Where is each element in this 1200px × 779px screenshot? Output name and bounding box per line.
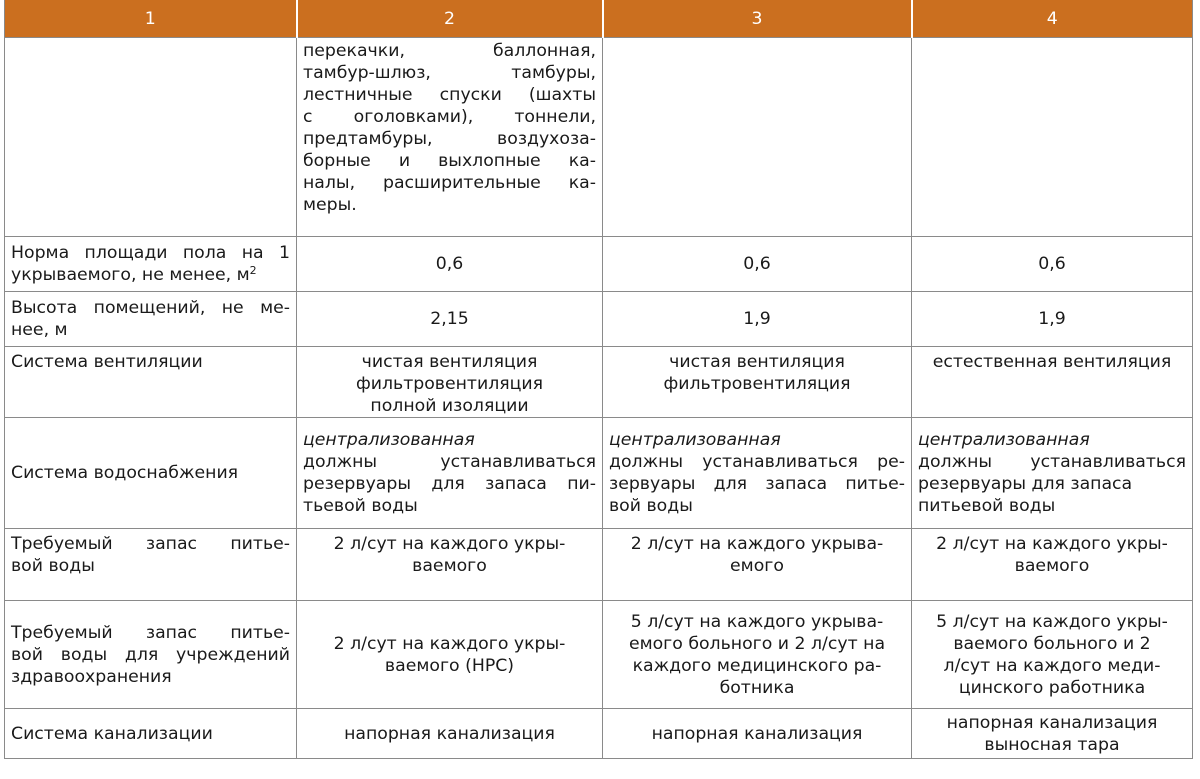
table-cell: 0,6 — [603, 237, 912, 292]
text-line: Норма площади пола на 1 — [11, 243, 290, 263]
superscript: 2 — [249, 264, 257, 277]
text-line: предтамбуры, воздухоза- — [303, 129, 596, 149]
text-line: должны устанавливаться — [303, 452, 596, 472]
table-cell — [912, 601, 1193, 709]
text-line: Требуемый запас питье- — [11, 534, 290, 554]
text-line: борные и выхлопные ка- — [303, 151, 596, 171]
table-row — [5, 237, 1193, 292]
column-header-3: 3 — [603, 0, 912, 38]
text-line: 2 л/сут на каждого укрыва- — [630, 534, 884, 554]
table-row — [5, 292, 1193, 347]
table-cell — [603, 601, 912, 709]
text-line: ваемого — [1014, 556, 1090, 576]
table-cell — [297, 418, 603, 529]
text-line: 2 л/сут на каждого укры- — [333, 534, 566, 554]
text-line: ваемого больного и 2 — [953, 633, 1151, 654]
table-cell — [603, 529, 912, 601]
table-cell — [297, 347, 603, 418]
row-label — [5, 529, 297, 601]
text-line: зервуары для запаса питье- — [609, 474, 905, 494]
table-row — [5, 418, 1193, 529]
table-cell — [297, 601, 603, 709]
header-row — [5, 0, 1193, 38]
text-line: цинского работника — [958, 677, 1146, 698]
table-row — [5, 347, 1193, 418]
text-line-italic: централизованная — [303, 430, 475, 450]
table-cell — [297, 529, 603, 601]
text-line: 2 л/сут на каждого укры- — [333, 633, 566, 654]
text-line: полной изоляции — [370, 396, 529, 416]
text-line: тамбур-шлюз, тамбуры, — [303, 63, 596, 83]
text-line: фильтровентиляция — [663, 374, 851, 394]
text-line: лестничные спуски (шахты — [303, 85, 596, 105]
text-line: здравоохранения — [11, 666, 172, 687]
text-line: тьевой воды — [303, 496, 418, 516]
table-cell: 0,6 — [297, 237, 603, 292]
row-label — [5, 292, 297, 347]
text-line-italic: централизованная — [609, 430, 781, 450]
table-cell: 2,15 — [297, 292, 603, 347]
text-line: фильтровентиляция — [355, 374, 544, 394]
text-line: чистая вентиляция — [361, 352, 538, 372]
table-cell — [603, 38, 912, 237]
text-line: емого больного и 2 л/сут на — [628, 633, 886, 654]
table-cell: 1,9 — [912, 292, 1193, 347]
text-line: ботника — [719, 677, 795, 698]
row-label — [5, 38, 297, 237]
table-cell — [912, 709, 1193, 759]
text-line: Высота помещений, не ме- — [11, 298, 290, 318]
text-line — [11, 264, 290, 286]
table-cell: 0,6 — [912, 237, 1193, 292]
table-cell — [912, 529, 1193, 601]
text-line: налы, расширительные ка- — [303, 173, 596, 193]
text-line-italic: централизованная — [918, 430, 1090, 450]
table-cell — [603, 347, 912, 418]
text-line: 5 л/сут на каждого укры- — [936, 611, 1168, 632]
text-line: 2 л/сут на каждого укры- — [936, 534, 1168, 554]
column-header-2: 2 — [297, 0, 603, 38]
text-line: ваемого (НРС) — [384, 655, 515, 676]
text-line: меры. — [303, 195, 357, 215]
table-row — [5, 709, 1193, 759]
text-line: должны устанавливаться — [918, 452, 1186, 472]
text-line: Требуемый запас питье- — [11, 622, 290, 643]
text-line: должны устанавливаться ре- — [609, 452, 905, 472]
table-cell: естественная вентиляция — [912, 347, 1193, 418]
text-line: резервуары для запаса пи- — [303, 474, 596, 494]
text-line: перекачки, баллонная, — [303, 41, 596, 61]
shelter-requirements-table — [4, 0, 1193, 759]
column-header-4: 4 — [912, 0, 1193, 38]
text-line: вой воды — [11, 556, 95, 576]
row-label: Система водоснабжения — [5, 418, 297, 529]
text-line: выносная тара — [984, 734, 1120, 755]
row-label — [5, 601, 297, 709]
table-row — [5, 529, 1193, 601]
text-line: резервуары для запаса — [918, 474, 1133, 494]
table-cell: напорная канализация — [297, 709, 603, 759]
text-line: вой воды для учреждений — [11, 644, 290, 665]
text-line: питьевой воды — [918, 496, 1056, 516]
text-line: ваемого — [412, 556, 487, 576]
table-row — [5, 38, 1193, 237]
text-line: напорная канализация — [946, 712, 1158, 733]
premises-list-cell — [297, 38, 603, 237]
table-cell — [912, 418, 1193, 529]
text-line: нее, м — [11, 320, 68, 340]
column-header-1: 1 — [5, 0, 297, 38]
table-cell — [912, 38, 1193, 237]
row-label: Система канализации — [5, 709, 297, 759]
text-line: 5 л/сут на каждого укрыва- — [630, 611, 884, 632]
text-line: каждого медицинского ра- — [632, 655, 882, 676]
text-line: л/сут на каждого меди- — [943, 655, 1161, 676]
text-line: вой воды — [609, 496, 693, 516]
table-cell: напорная канализация — [603, 709, 912, 759]
row-label: Система вентиляции — [5, 347, 297, 418]
text-line: с оголовками), тоннели, — [303, 107, 596, 127]
text-line: чистая вентиляция — [669, 352, 845, 372]
text-fragment: укрываемого, не менее, м — [11, 265, 250, 285]
table-row — [5, 601, 1193, 709]
table-cell — [603, 418, 912, 529]
row-label — [5, 237, 297, 292]
text-line: емого — [730, 556, 784, 576]
table-cell: 1,9 — [603, 292, 912, 347]
